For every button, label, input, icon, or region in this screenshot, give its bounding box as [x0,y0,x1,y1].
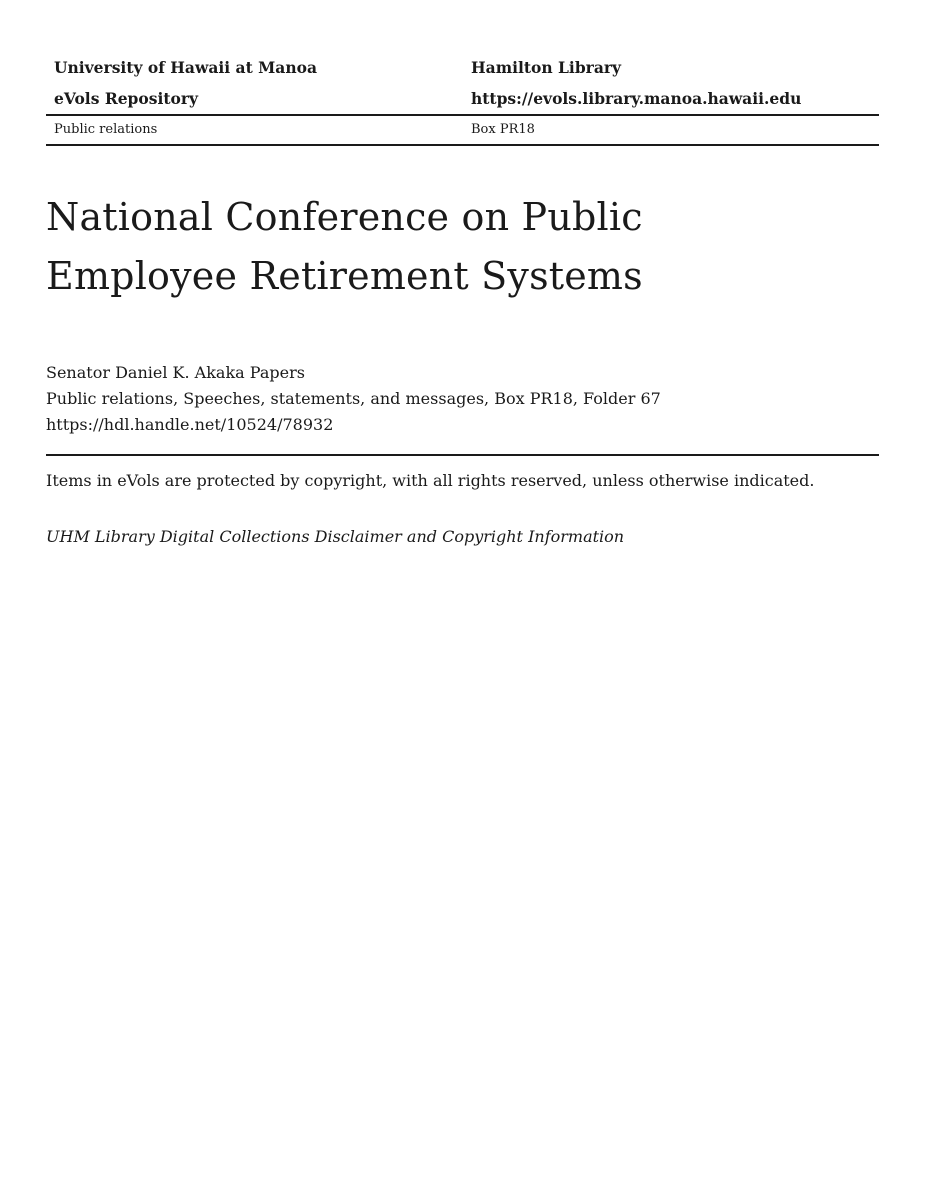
collection-series: Public relations [54,122,158,137]
disclaimer-link[interactable]: UHM Library Digital Collections Disclaimer and Copyright Information [46,527,625,546]
folder-location: Public relations, Speeches, statements, and messages, Box PR18, Folder 67 [46,389,661,408]
header-row-1 [46,52,879,83]
handle-link[interactable]: https://hdl.handle.net/10524/78932 [46,415,334,434]
footer-divider [46,454,879,456]
repository-name: eVols Repository [54,89,199,108]
document-title [46,188,879,306]
collection-name: Senator Daniel K. Akaka Papers [46,363,305,382]
repository-url-link[interactable]: https://evols.library.manoa.hawaii.edu [471,89,802,108]
box-label: Box PR18 [471,122,535,137]
document-metadata [46,360,879,438]
header-bottom-divider [46,144,879,146]
title-line-1: National Conference on Public [46,195,643,239]
header-table [46,52,879,146]
institution-name: University of Hawaii at Manoa [54,58,317,77]
title-line-2: Employee Retirement Systems [46,254,643,298]
header-row-3 [46,116,879,144]
copyright-notice: Items in eVols are protected by copyright, with all rights reserved, unless otherwise indicated. [46,471,815,490]
library-name: Hamilton Library [471,58,622,77]
header-row-2 [46,83,879,114]
